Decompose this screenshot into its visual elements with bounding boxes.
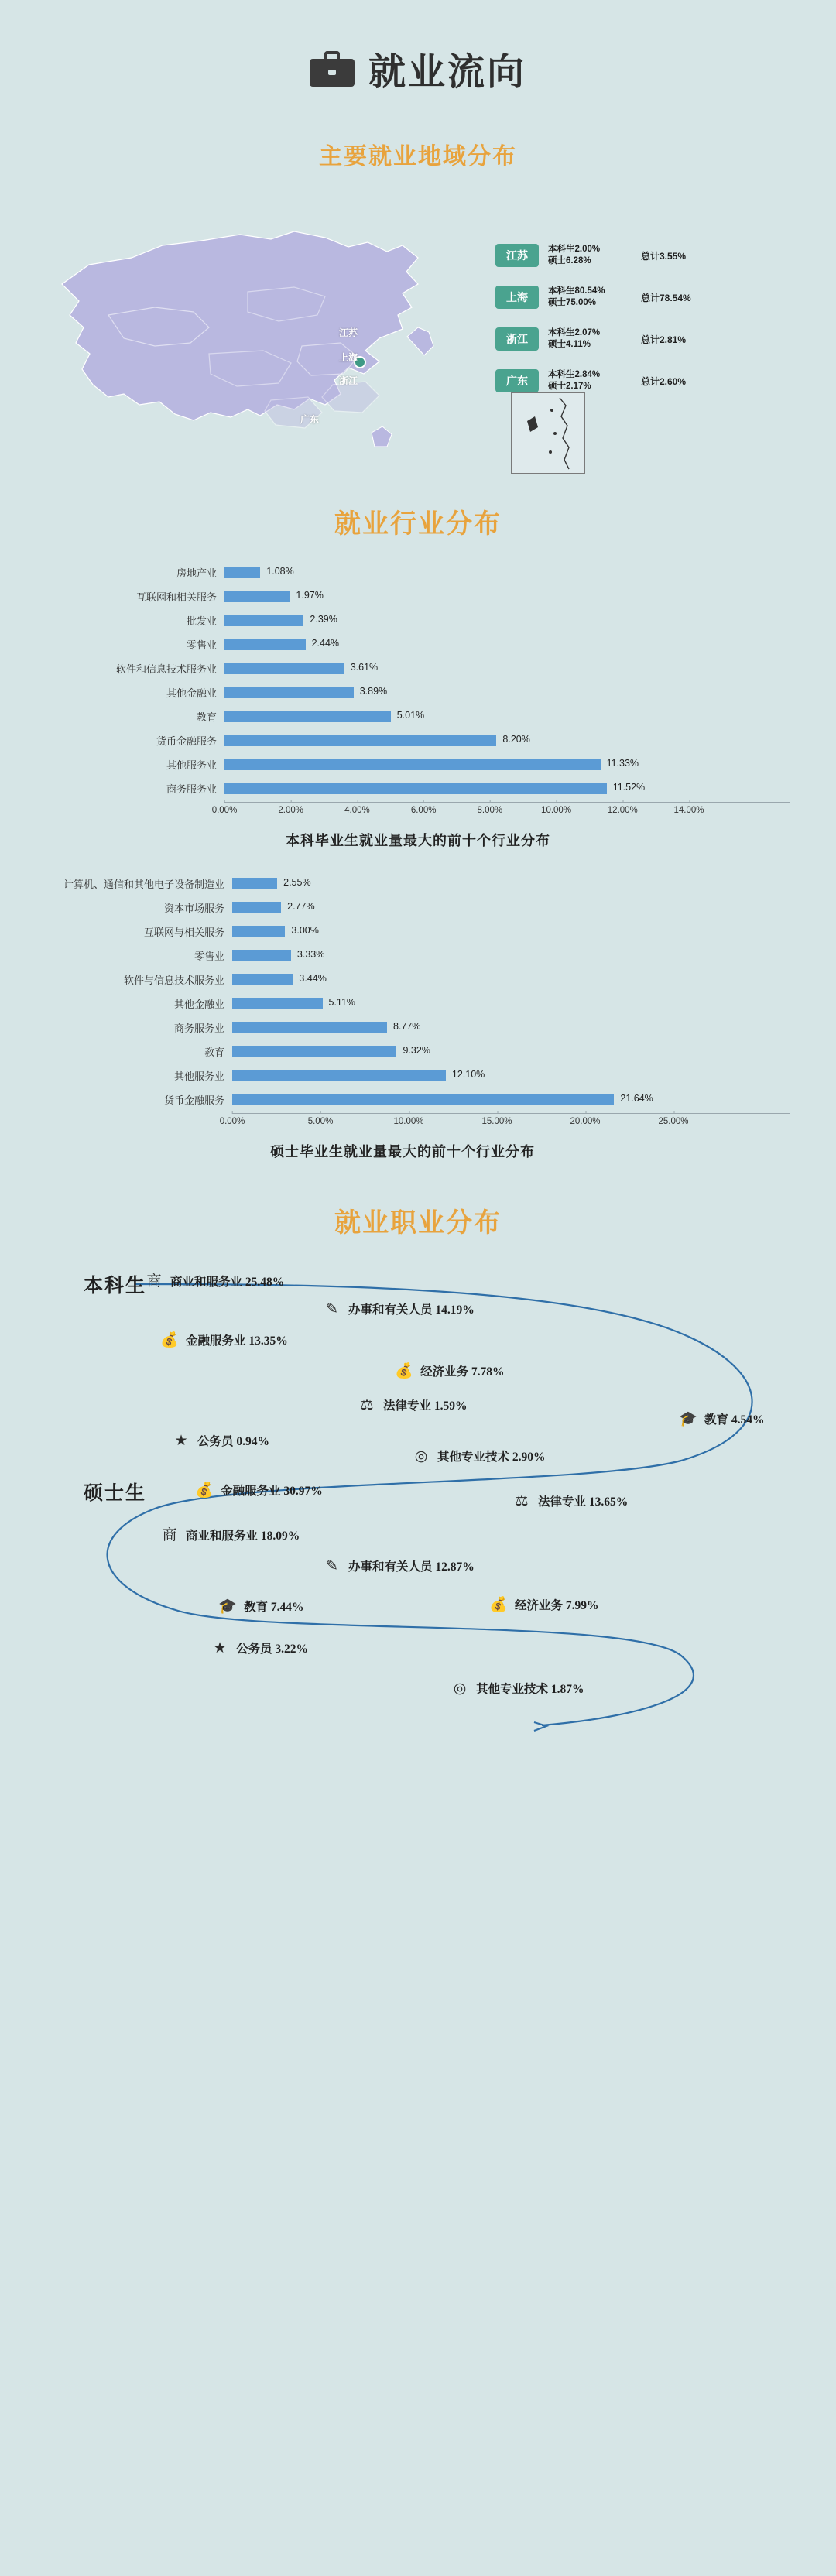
bar-chart-bachelor <box>46 560 790 820</box>
bar-category-label: 其他金融业 <box>166 687 217 699</box>
occupation-item <box>194 1479 323 1501</box>
chart-caption-master: 硕士毕业生就业量最大的前十个行业分布 <box>270 1144 535 1160</box>
occupation-item <box>511 1490 628 1512</box>
occupation-label: 办事和有关人员 12.87% <box>348 1560 475 1574</box>
bar-value-label: 2.44% <box>311 638 340 649</box>
bar-row <box>46 632 790 656</box>
region-stats-list <box>495 238 821 405</box>
bar-value-label: 11.52% <box>612 782 646 793</box>
x-axis-tick: 4.00% <box>344 803 370 815</box>
bar-track <box>232 896 790 920</box>
bar-category-label: 商务服务业 <box>173 1023 224 1034</box>
region-map-block <box>0 182 836 468</box>
region-breakdown <box>548 286 641 309</box>
map-label-zhejiang: 浙江 <box>339 375 358 386</box>
bar-value-label: 3.44% <box>299 973 327 984</box>
bar-row <box>15 944 790 968</box>
region-total: 总计78.54% <box>641 292 691 303</box>
chart-axis-row <box>46 800 790 820</box>
region-master: 硕士6.28% <box>548 256 591 265</box>
bar-track <box>232 1088 790 1112</box>
bar-value-label: 3.33% <box>296 949 325 960</box>
occupation-item <box>217 1595 304 1617</box>
occupation-label: 法律专业 13.65% <box>538 1495 629 1509</box>
bar-fill <box>224 759 601 770</box>
bar-track <box>224 632 790 656</box>
region-row <box>495 321 821 357</box>
bar-value-label: 5.11% <box>328 997 356 1008</box>
occupation-label: 商业和服务业 25.48% <box>170 1276 285 1289</box>
x-axis-tick: 20.00% <box>570 1114 600 1126</box>
occupation-item <box>677 1408 765 1430</box>
region-name-badge: 江苏 <box>495 244 539 267</box>
occupation-label: 经济业务 7.78% <box>420 1365 505 1379</box>
x-axis-tick: 5.00% <box>308 1114 334 1126</box>
region-breakdown <box>548 369 641 392</box>
bar-row <box>46 656 790 680</box>
master-industry-chart <box>15 872 790 1161</box>
bar-track <box>224 776 790 800</box>
bar-row <box>15 1088 790 1112</box>
bar-fill <box>232 1046 396 1057</box>
bar-value-label: 2.39% <box>310 614 337 625</box>
region-master: 硕士2.17% <box>548 382 591 391</box>
bar-category-label: 货币金融服务 <box>163 1094 224 1106</box>
bar-value-label: 11.33% <box>606 758 639 769</box>
bar-category-label: 计算机、通信和其他电子设备制造业 <box>63 879 224 890</box>
occupation-icon: ⚖ <box>515 1492 529 1509</box>
occupation-label: 公务员 0.94% <box>197 1435 270 1448</box>
occupation-label: 经济业务 7.99% <box>515 1599 599 1612</box>
bar-track <box>224 608 790 632</box>
occupation-icon: 🎓 <box>679 1410 697 1427</box>
occupation-icon: 🎓 <box>218 1598 237 1615</box>
bar-value-label: 8.20% <box>502 734 530 745</box>
bar-category-label: 软件和信息技术服务业 <box>115 663 217 675</box>
map-label-jiangsu: 江苏 <box>339 327 358 338</box>
occupation-item <box>159 1524 300 1546</box>
region-breakdown <box>548 244 641 267</box>
occupation-item <box>143 1270 284 1292</box>
region-name-badge: 广东 <box>495 369 539 392</box>
region-total: 总计3.55% <box>641 250 687 262</box>
occupation-item <box>410 1445 546 1467</box>
bar-row <box>46 560 790 584</box>
occupation-item <box>159 1329 288 1351</box>
bar-fill <box>224 639 306 650</box>
bar-value-label: 2.55% <box>283 877 311 888</box>
bar-row <box>46 704 790 728</box>
x-axis-tick: 14.00% <box>673 803 704 815</box>
bar-category-label: 互联网与相关服务 <box>143 927 224 938</box>
south-sea-inset <box>511 392 585 474</box>
bar-value-label: 3.00% <box>291 925 319 936</box>
bar-fill <box>232 998 323 1009</box>
bar-row <box>15 1040 790 1064</box>
occupation-label: 其他专业技术 1.87% <box>476 1683 584 1696</box>
bar-track <box>224 728 790 752</box>
bar-track <box>232 992 790 1016</box>
axis-spacer <box>15 1112 232 1132</box>
region-bachelor: 本科生2.07% <box>548 328 601 337</box>
chart-axis-row <box>15 1112 790 1132</box>
occupation-flow-block <box>0 1253 836 1749</box>
bar-value-label: 1.08% <box>266 566 294 577</box>
region-total: 总计2.60% <box>641 375 687 387</box>
x-axis-tick: 15.00% <box>481 1114 512 1126</box>
x-axis <box>219 1113 790 1132</box>
bar-track <box>232 1040 790 1064</box>
bar-value-label: 2.77% <box>287 901 315 912</box>
occupation-icon: ★ <box>174 1432 188 1449</box>
map-label-guangdong: 广东 <box>300 414 320 425</box>
occupation-label: 公务员 3.22% <box>236 1643 309 1656</box>
bar-row <box>15 968 790 992</box>
x-axis-tick: 25.00% <box>658 1114 688 1126</box>
bar-value-label: 21.64% <box>620 1093 653 1104</box>
bar-row <box>15 992 790 1016</box>
bar-value-label: 8.77% <box>392 1021 421 1032</box>
bar-fill <box>232 926 285 937</box>
region-bachelor: 本科生2.84% <box>548 370 601 379</box>
occupation-label: 法律专业 1.59% <box>383 1399 468 1413</box>
bar-category-label: 房地产业 <box>176 567 217 579</box>
bar-track <box>224 680 790 704</box>
occupation-icon: 💰 <box>160 1331 179 1348</box>
bar-track <box>232 1016 790 1040</box>
bar-fill <box>224 615 303 626</box>
region-bachelor: 本科生80.54% <box>548 286 605 296</box>
bar-track <box>232 1064 790 1088</box>
region-row <box>495 238 821 273</box>
occupation-icon: ★ <box>213 1639 227 1656</box>
x-axis-tick: 2.00% <box>278 803 303 815</box>
group-label-master: 硕士生 <box>84 1483 147 1504</box>
bar-category-label: 批发业 <box>186 615 217 627</box>
region-total: 总计2.81% <box>641 334 687 345</box>
briefcase-icon <box>310 51 355 87</box>
bar-chart-master <box>15 872 790 1132</box>
china-map <box>15 191 495 462</box>
bar-row <box>15 1016 790 1040</box>
bar-fill <box>224 783 607 794</box>
bar-row <box>46 608 790 632</box>
bar-fill <box>224 735 496 746</box>
bar-category-label: 货币金融服务 <box>156 735 217 747</box>
bar-category-label: 互联网和相关服务 <box>135 591 217 603</box>
bar-row <box>46 728 790 752</box>
x-axis <box>211 802 790 820</box>
bar-fill <box>232 902 281 913</box>
occupation-icon: 商 <box>162 1526 177 1543</box>
bar-category-label: 其他服务业 <box>166 759 217 771</box>
bar-value-label: 5.01% <box>396 710 425 721</box>
bar-value-label: 12.10% <box>451 1069 485 1080</box>
section-title-industry: 就业行业分布 <box>334 510 502 539</box>
bar-fill <box>224 591 290 602</box>
bar-fill <box>232 1022 387 1033</box>
bar-fill <box>232 1070 446 1081</box>
occupation-item <box>321 1555 475 1577</box>
bar-track <box>232 920 790 944</box>
bar-row <box>46 680 790 704</box>
occupation-icon: 商 <box>146 1273 162 1290</box>
occupation-icon: 💰 <box>489 1596 508 1613</box>
region-master: 硕士4.11% <box>548 340 591 349</box>
bar-fill <box>232 974 293 985</box>
bar-category-label: 软件与信息技术服务业 <box>123 975 224 986</box>
region-name-badge: 浙江 <box>495 327 539 351</box>
chart-caption-bachelor: 本科毕业生就业量最大的前十个行业分布 <box>286 833 550 848</box>
occupation-icon: ✎ <box>326 1557 338 1574</box>
bar-track <box>224 704 790 728</box>
bar-value-label: 3.61% <box>350 662 379 673</box>
occupation-icon: ⚖ <box>360 1396 374 1413</box>
occupation-item <box>393 1360 505 1382</box>
x-axis-tick: 0.00% <box>212 803 238 815</box>
bar-value-label: 9.32% <box>403 1045 430 1056</box>
bar-track <box>232 872 790 896</box>
occupation-icon: ✎ <box>326 1300 338 1317</box>
bar-fill <box>224 687 354 698</box>
occupation-label: 办事和有关人员 14.19% <box>348 1303 475 1317</box>
bar-fill <box>232 950 291 961</box>
x-axis-tick: 0.00% <box>220 1114 245 1126</box>
occupation-item <box>170 1430 269 1451</box>
section-title-region: 主要就业地域分布 <box>319 144 517 170</box>
map-label-shanghai: 上海 <box>339 352 358 363</box>
bar-fill <box>224 711 391 722</box>
occupation-label: 金融服务业 13.35% <box>186 1334 288 1348</box>
x-axis-tick: 10.00% <box>541 803 571 815</box>
group-label-bachelor: 本科生 <box>84 1276 147 1297</box>
occupation-item <box>356 1394 468 1416</box>
bar-track <box>224 752 790 776</box>
bar-fill <box>232 1094 614 1105</box>
bar-category-label: 资本市场服务 <box>163 903 224 914</box>
page-title: 就业流向 <box>368 52 526 93</box>
occupation-icon: 💰 <box>395 1362 413 1379</box>
x-axis-tick: 8.00% <box>478 803 503 815</box>
bar-row <box>15 920 790 944</box>
section-title-occupation: 就业职业分布 <box>334 1209 502 1238</box>
bar-fill <box>224 663 344 674</box>
bar-fill <box>224 567 260 578</box>
region-master: 硕士75.00% <box>548 298 597 307</box>
region-name-badge: 上海 <box>495 286 539 309</box>
bar-row <box>15 896 790 920</box>
occupation-item <box>449 1677 584 1699</box>
region-bachelor: 本科生2.00% <box>548 245 601 254</box>
bar-category-label: 零售业 <box>186 639 217 651</box>
bar-fill <box>232 878 277 889</box>
occupation-label: 金融服务业 30.97% <box>221 1485 323 1498</box>
bachelor-industry-chart <box>46 560 790 850</box>
x-axis-tick: 6.00% <box>411 803 437 815</box>
axis-spacer <box>46 800 224 820</box>
bar-category-label: 教育 <box>204 1046 224 1058</box>
occupation-item <box>321 1298 475 1320</box>
bar-category-label: 其他金融业 <box>173 999 224 1010</box>
region-breakdown <box>548 327 641 351</box>
bar-category-label: 教育 <box>196 711 217 723</box>
bar-track <box>232 944 790 968</box>
occupation-label: 教育 4.54% <box>704 1413 765 1427</box>
occupation-label: 其他专业技术 2.90% <box>437 1451 546 1464</box>
x-axis-tick: 12.00% <box>608 803 638 815</box>
page-header <box>0 0 836 95</box>
occupation-item <box>488 1594 599 1615</box>
bar-row <box>15 872 790 896</box>
bar-category-label: 零售业 <box>194 951 224 962</box>
occupation-icon: ◎ <box>453 1680 467 1697</box>
bar-row <box>46 584 790 608</box>
x-axis-tick: 10.00% <box>393 1114 423 1126</box>
bar-value-label: 1.97% <box>296 590 324 601</box>
bar-category-label: 其他服务业 <box>173 1070 224 1082</box>
occupation-item <box>209 1637 308 1659</box>
bar-row <box>15 1064 790 1088</box>
bar-row <box>46 752 790 776</box>
occupation-icon: 💰 <box>195 1482 214 1499</box>
bar-value-label: 3.89% <box>359 686 388 697</box>
occupation-label: 商业和服务业 18.09% <box>186 1530 300 1543</box>
bar-row <box>46 776 790 800</box>
bar-category-label: 商务服务业 <box>166 783 217 795</box>
bar-track <box>224 584 790 608</box>
occupation-icon: ◎ <box>414 1447 428 1464</box>
occupation-label: 教育 7.44% <box>244 1601 304 1614</box>
bar-track <box>232 968 790 992</box>
bar-track <box>224 656 790 680</box>
bar-track <box>224 560 790 584</box>
region-row <box>495 279 821 315</box>
